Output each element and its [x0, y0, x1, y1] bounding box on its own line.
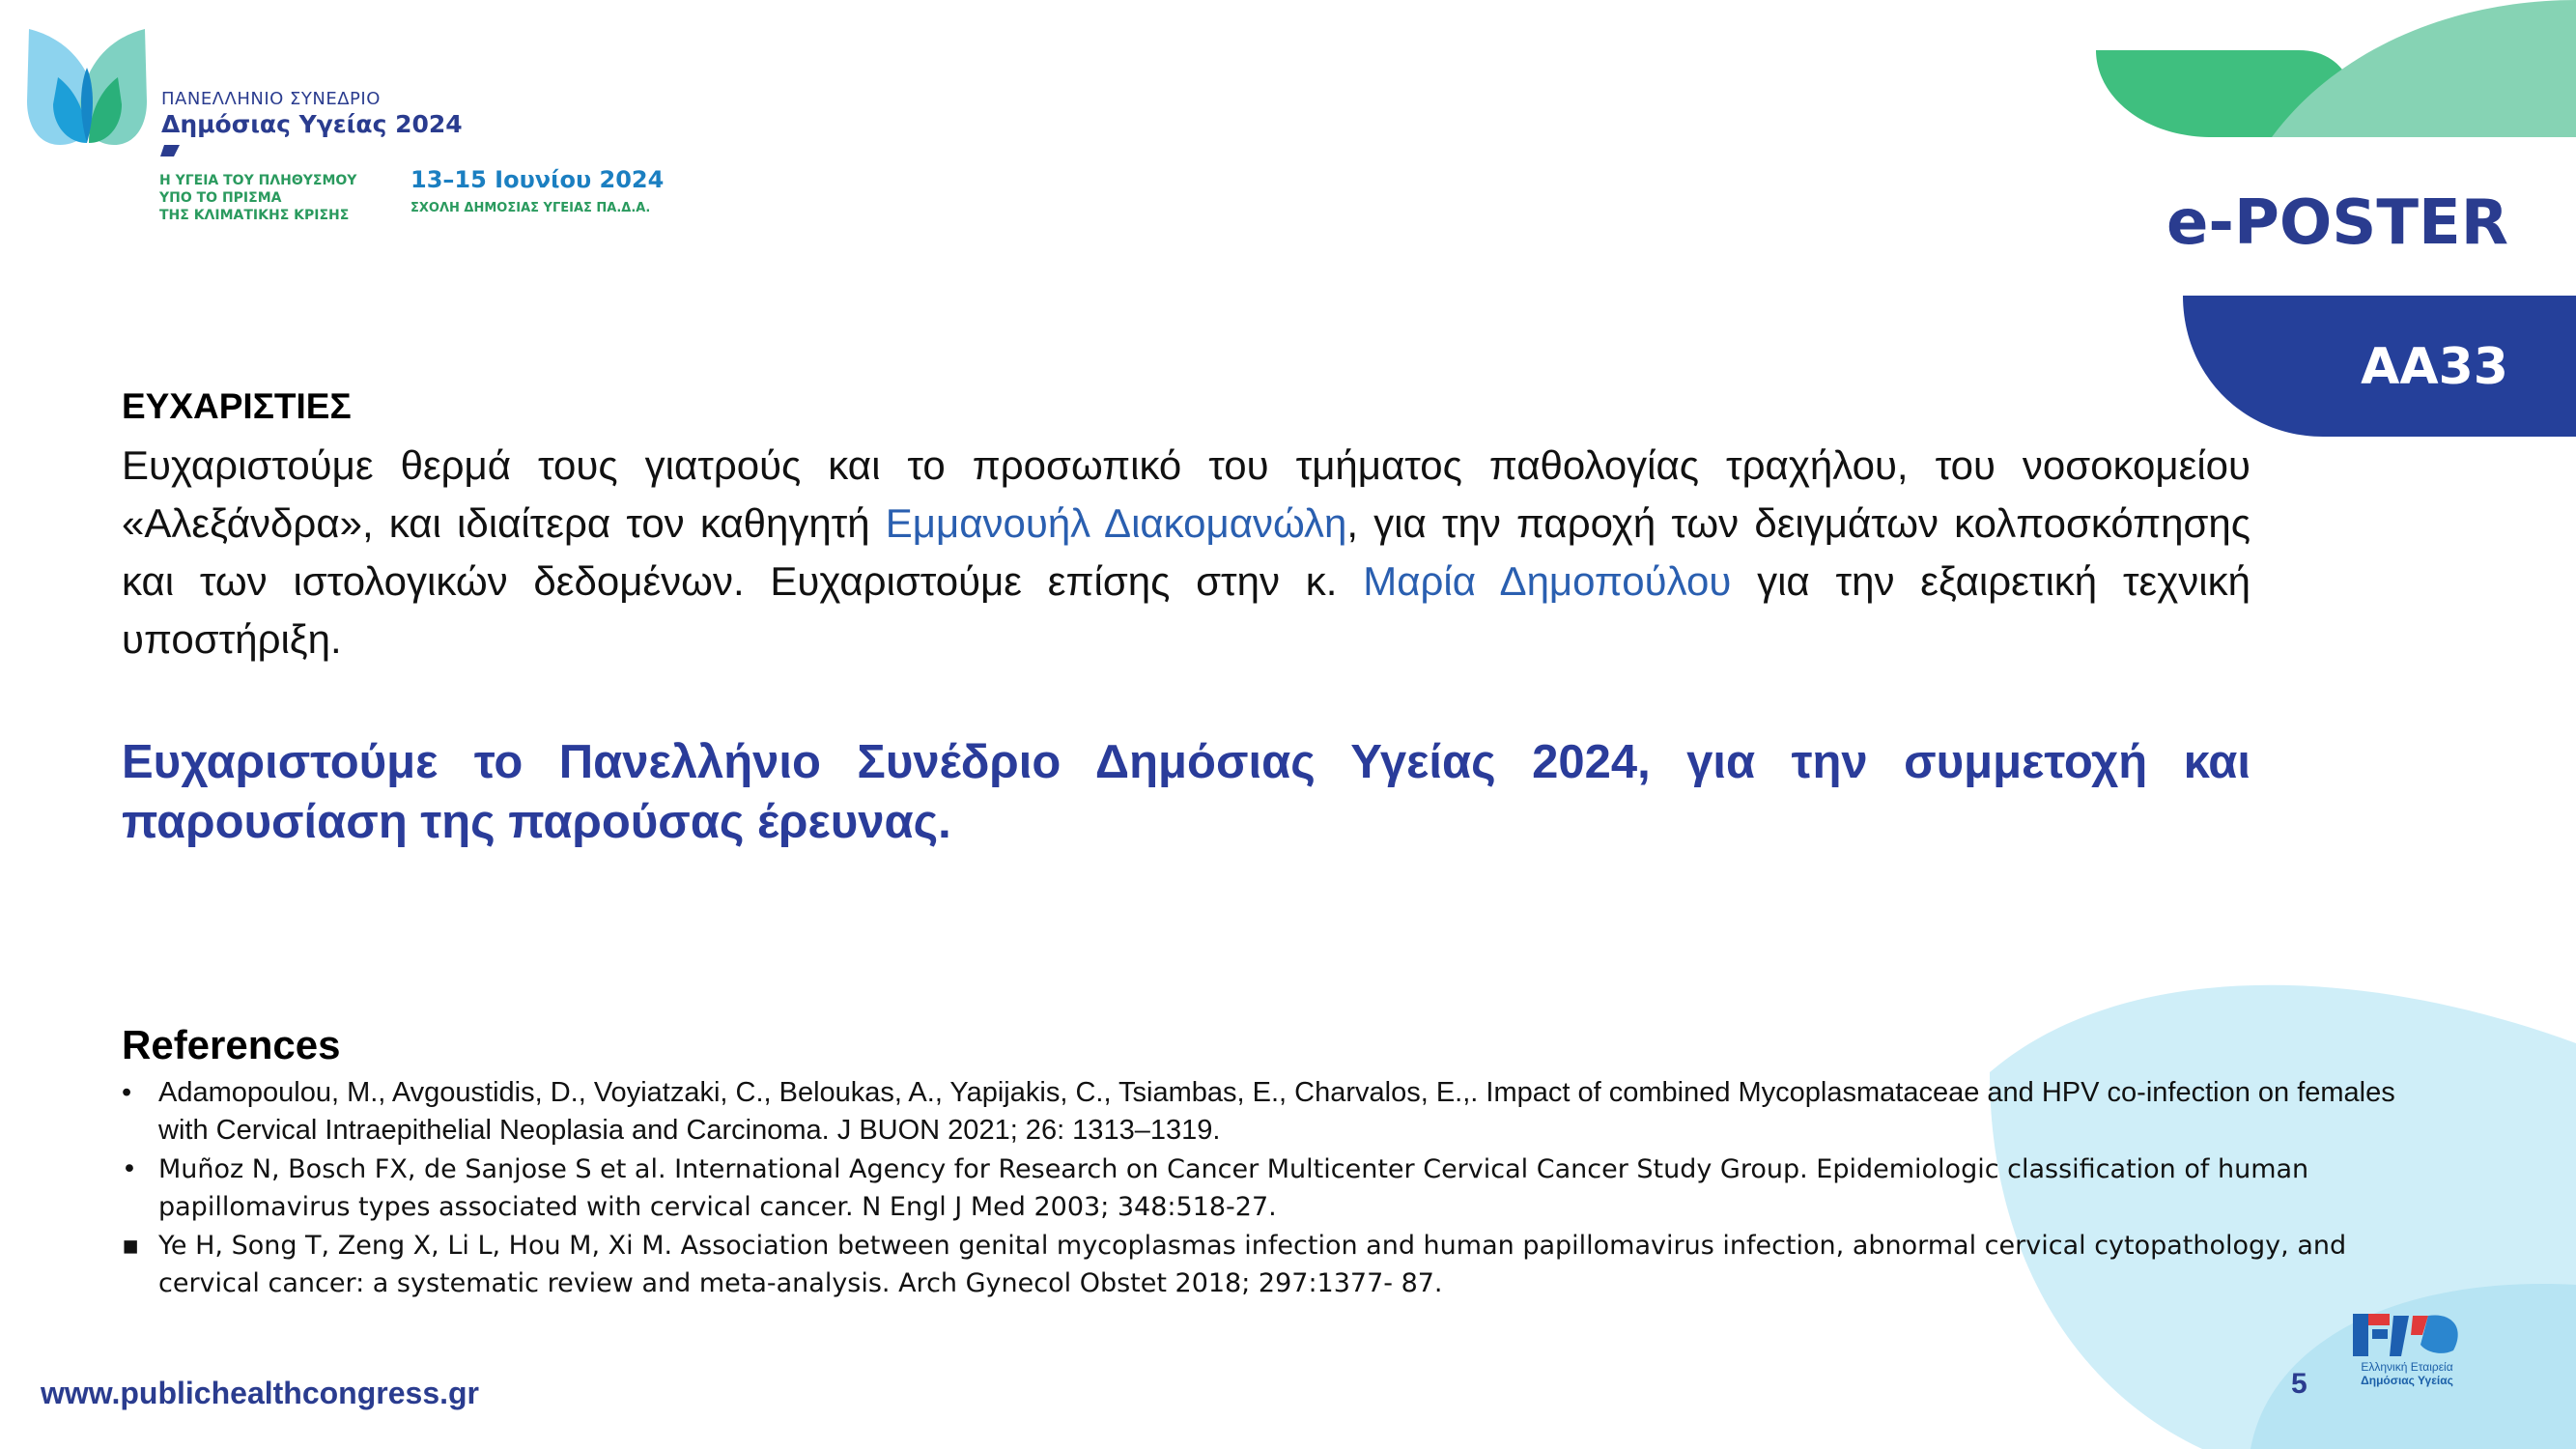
tagline-line: ΤΗΣ ΚΛΙΜΑΤΙΚΗΣ ΚΡΙΣΗΣ	[159, 208, 350, 223]
reference-item	[122, 1074, 2420, 1150]
reference-item	[122, 1227, 2420, 1302]
ack-name-professor: Εμμανουήλ Διακομανώλη	[885, 500, 1347, 546]
tagline-line: ΥΠΟ ΤΟ ΠΡΙΣΜΑ	[159, 190, 282, 206]
reference-text: Muñoz N, Bosch FX, de Sanjose S et al. International Agency for Research on Cancer Multicenter Cervical Cancer Study Group. Epidemiologic classification of human papillomavirus types associated with cervical cancer. N Engl J Med 2003; 348:518-27.	[158, 1154, 2309, 1222]
congress-venue: ΣΧΟΛΗ ΔΗΜΟΣΙΑΣ ΥΓΕΙΑΣ ΠΑ.Δ.Α.	[410, 201, 651, 215]
acknowledgements-heading: ΕΥΧΑΡΙΣΤΙΕΣ	[122, 386, 352, 426]
ack-text: , για την παροχή των δειγμάτων κολποσκόπησης και των ιστολογικών δεδομένων. Ευχαριστούμε επίσης στην κ.	[122, 500, 2251, 604]
bullet: •	[122, 1154, 137, 1184]
reference-text: Ye H, Song T, Zeng X, Li L, Hou M, Xi M. Association between genital mycoplasmas infection and human papillomavirus infection, abnormal cervical cytopathology, and cervical cancer: a systematic review and meta-analysis. Arch Gynecol Obstet 2018; 297:1377- 87.	[158, 1231, 2347, 1298]
logo-accent-mark	[160, 145, 180, 156]
congress-tagline	[159, 172, 356, 224]
reference-item	[122, 1151, 2420, 1226]
bullet: ▪	[122, 1231, 140, 1261]
ack-text: για την εξαιρετική τεχνική υποστήριξη.	[122, 558, 2250, 662]
references-list	[122, 1074, 2420, 1303]
acknowledgements-paragraph	[122, 437, 2250, 668]
congress-thanks: Ευχαριστούμε το Πανελλήνιο Συνέδριο Δημόσιας Υγείας 2024, για την συμμετοχή και παρουσίαση της παρούσας έρευνας.	[122, 736, 2250, 848]
org-line: Δημόσιας Υγείας	[2361, 1374, 2453, 1387]
bullet: •	[122, 1077, 132, 1108]
ack-name-technician: Μαρία Δημοπούλου	[1363, 558, 1732, 604]
congress-logo-icon	[27, 29, 147, 145]
congress-title-line1: ΠΑΝΕΛΛΗΝΙΟ ΣΥΝΕΔΡΙΟ	[161, 89, 381, 109]
eedy-logo-text	[2349, 1360, 2465, 1387]
congress-title-line2: Δημόσιας Υγείας 2024	[161, 110, 463, 138]
references-heading: References	[122, 1022, 341, 1067]
poster-code: AA33	[2361, 338, 2508, 396]
website-link[interactable]: www.publichealthcongress.gr	[41, 1376, 479, 1410]
ack-text: Ευχαριστούμε θερμά τους γιατρούς και το προσωπικό του τμήματος παθολογίας τραχήλου, του νοσοκομείου «Αλεξάνδρα», και ιδιαίτερα τον καθηγητή	[122, 442, 2250, 546]
reference-text: Adamopoulou, M., Avgoustidis, D., Voyiatzaki, C., Beloukas, A., Yapijakis, C., Tsiambas, E., Charvalos, E.,. Impact of combined Mycoplasmataceae and HPV co-infection on females with Cervical Intraepithelial Neoplasia and Carcinoma. J BUON 2021; 26: 1313–1319.	[158, 1077, 2395, 1146]
org-line: Ελληνική Εταιρεία	[2361, 1360, 2453, 1374]
page-number: 5	[2291, 1368, 2307, 1400]
eposter-label: e-POSTER	[2166, 187, 2508, 259]
congress-dates: 13–15 Ιουνίου 2024	[410, 166, 665, 193]
tagline-line: Η ΥΓΕΙΑ ΤΟΥ ΠΛΗΘΥΣΜΟΥ	[159, 173, 357, 188]
